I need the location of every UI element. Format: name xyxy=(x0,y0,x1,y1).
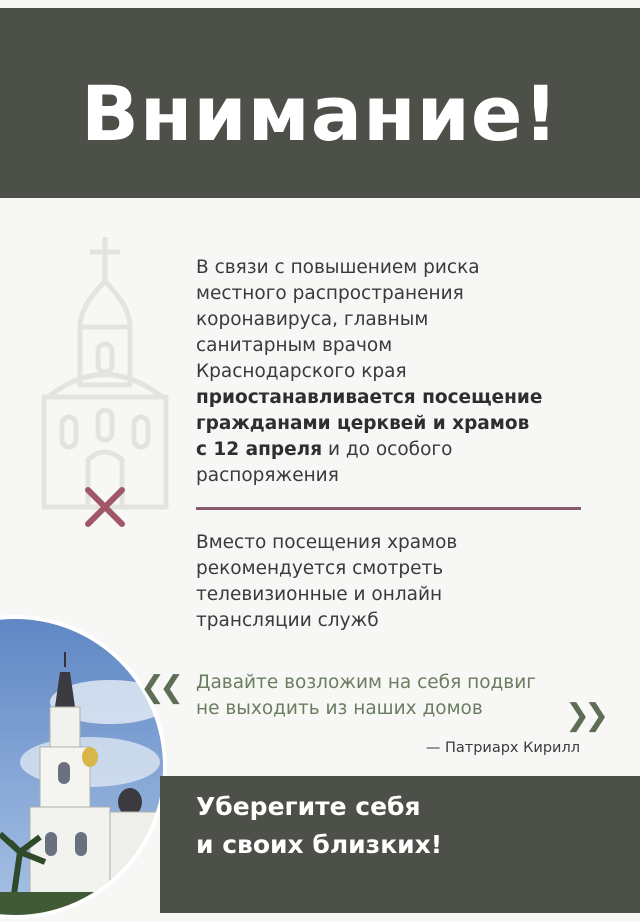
double-chevron-right-icon: ❯❯ xyxy=(565,698,604,733)
notice-line: распоряжения xyxy=(196,465,339,486)
recommendation-text xyxy=(196,530,576,634)
footer-line: Уберегите себя xyxy=(196,792,421,821)
notice-bold-line: гражданами церквей и храмов xyxy=(196,413,530,434)
church-outline-icon xyxy=(30,232,180,532)
notice-line: санитарным врачом xyxy=(196,335,393,356)
notice-line: Краснодарского края xyxy=(196,361,407,382)
footer-line: и своих близких! xyxy=(196,830,443,859)
notice-text xyxy=(196,255,596,489)
divider xyxy=(196,507,581,510)
double-chevron-left-icon: ❮❮ xyxy=(140,670,179,705)
recommendation-line: трансляции служб xyxy=(196,610,379,631)
quote-text xyxy=(196,670,576,722)
notice-line: В связи с повышением риска xyxy=(196,257,480,278)
quote-line: не выходить из наших домов xyxy=(196,698,483,719)
notice-line-tail: и до особого xyxy=(322,439,453,460)
quote-line: Давайте возложим на себя подвиг xyxy=(196,672,536,693)
recommendation-line: телевизионные и онлайн xyxy=(196,584,443,605)
recommendation-line: Вместо посещения храмов xyxy=(196,532,458,553)
notice-date: с 12 апреля xyxy=(196,439,323,460)
quote-author: — Патриарх Кирилл xyxy=(425,740,580,756)
recommendation-line: рекомендуется смотреть xyxy=(196,558,444,579)
notice-line: местного распространения xyxy=(196,283,464,304)
notice-bold-line: приостанавливается посещение xyxy=(196,387,543,408)
church-photo xyxy=(0,612,170,922)
page-title: Внимание! xyxy=(80,69,560,158)
notice-line: коронавируса, главным xyxy=(196,309,429,330)
footer-slogan xyxy=(196,788,616,864)
